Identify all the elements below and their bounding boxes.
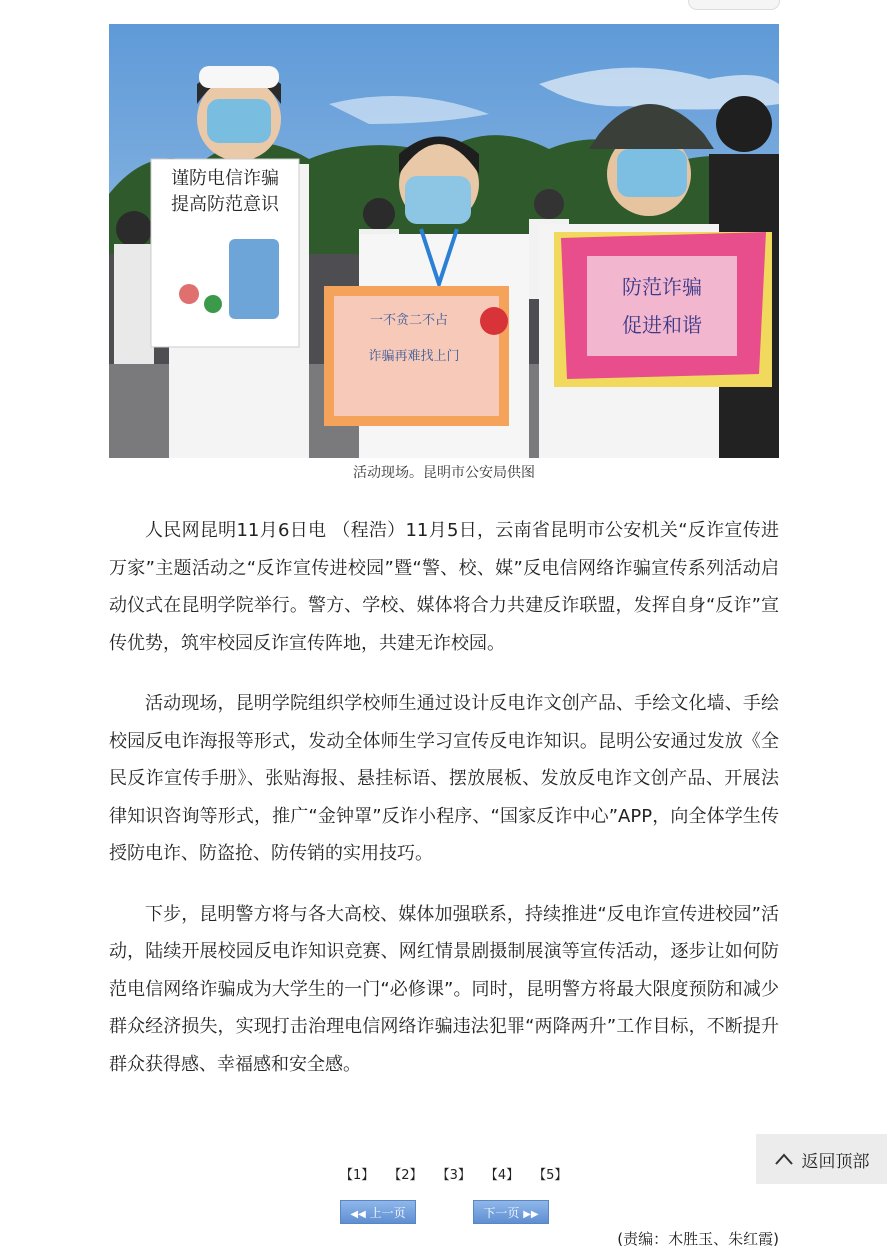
article-photo [109,24,779,458]
page-link-3[interactable]: 【3】 [436,1168,471,1183]
next-page-label: 下一页 [483,1206,520,1220]
sign-center-line1: 一不贪二不占 [369,313,449,328]
double-right-arrow-icon: ▶▶ [523,1209,539,1220]
editor-credit: (责编：木胜玉、朱红霞) [617,1230,779,1248]
chevron-up-icon [774,1152,794,1166]
back-to-top-label: 返回顶部 [801,1151,870,1172]
page-link-2[interactable]: 【2】 [388,1168,423,1183]
photo-caption: 活动现场。昆明市公安局供图 [353,465,535,481]
page-link-5[interactable]: 【5】 [533,1168,568,1183]
prev-page-button[interactable] [340,1200,416,1224]
sign-right-line1: 防范诈骗 [622,275,702,299]
sign-center-line2: 诈骗再难找上门 [368,349,460,364]
article-paragraph-2: 活动现场，昆明学院组织学校师生通过设计反电诈文创产品、手绘文化墙、手绘校园反电诈海报等形式，发动全体师生学习宣传反电诈知识。昆明公安通过发放《全民反诈宣传手册》、张贴海报、悬挂标语、摆放展板、发放反电诈文创产品、开展法律知识咨询等形式，推广“金钟罩”反诈小程序、“国家反诈中心”APP，向全体学生传授防电诈、防盗抢、防传销的实用技巧。 [109,693,779,864]
article-paragraph-1: 人民网昆明11月6日电 （程浩）11月5日，云南省昆明市公安机关“反诈宣传进万家”主题活动之“反诈宣传进校园”暨“警、校、媒”反电信网络诈骗宣传系列活动启动仪式在昆明学院举行。警方、学校、媒体将合力共建反诈联盟，发挥自身“反诈”宣传优势，筑牢校园反诈宣传阵地，共建无诈校园。 [109,520,779,654]
double-left-arrow-icon: ◀◀ [350,1209,366,1220]
article-paragraph-3: 下步，昆明警方将与各大高校、媒体加强联系，持续推进“反电诈宣传进校园”活动，陆续开展校园反电诈知识竞赛、网红情景剧摄制展演等宣传活动，逐步让如何防范电信网络诈骗成为大学生的一门“必修课”。同时，昆明警方将最大限度预防和减少群众经济损失，实现打击治理电信网络诈骗违法犯罪“两降两升”工作目标，不断提升群众获得感、幸福感和安全感。 [109,903,779,1075]
sign-left-line1: 谨防电信诈骗 [171,168,279,189]
next-page-button[interactable] [473,1200,549,1224]
page-link-1[interactable]: 【1】 [340,1168,375,1183]
prev-page-label: 上一页 [369,1206,406,1220]
sign-right-line2: 促进和谐 [622,313,702,337]
top-widget-stub [688,0,780,10]
article-body [109,512,779,1106]
page-link-4[interactable]: 【4】 [484,1168,520,1183]
back-to-top-button[interactable] [756,1134,887,1184]
sign-left-line2: 提高防范意识 [171,194,279,215]
page-number-links [340,1165,568,1187]
